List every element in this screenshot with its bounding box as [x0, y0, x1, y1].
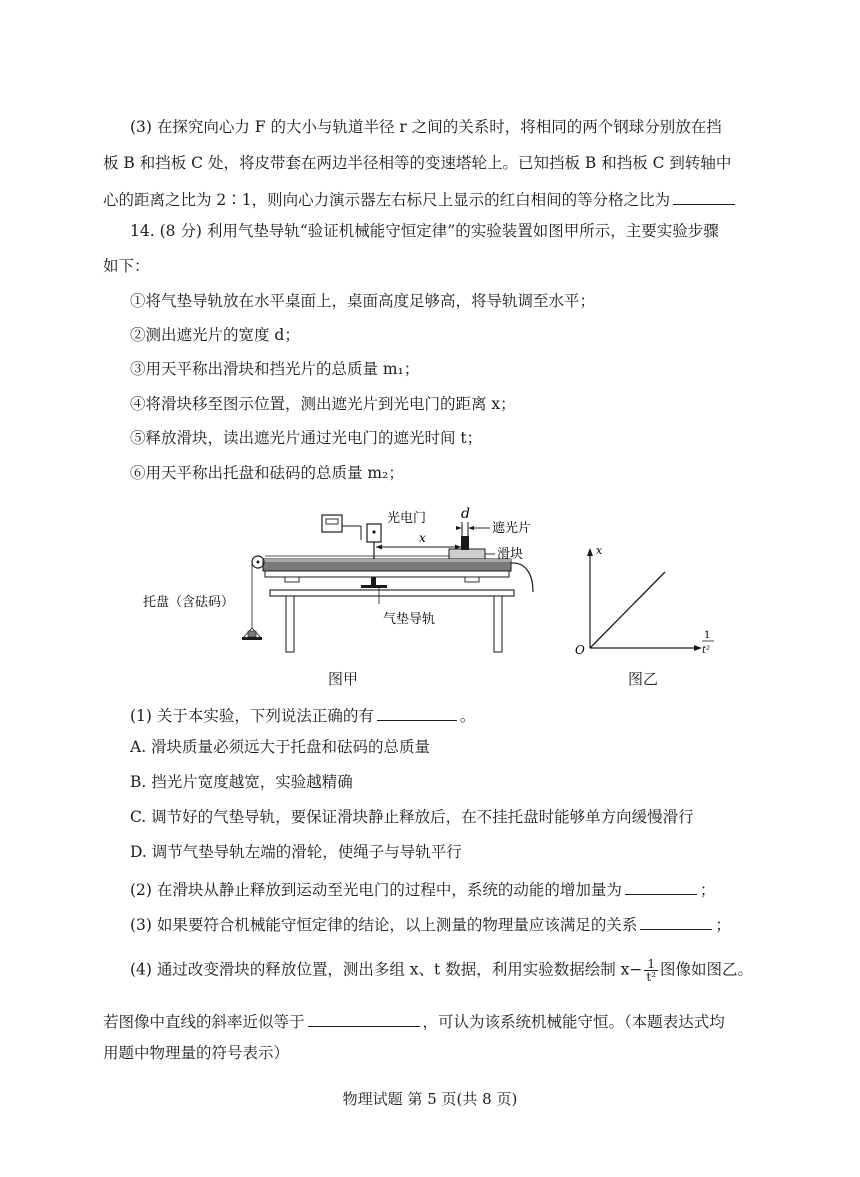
q14-part1-end: 。 — [459, 707, 476, 725]
q14-part3 — [130, 915, 731, 934]
graph-origin: O — [575, 643, 585, 657]
answer-blank[interactable] — [625, 880, 697, 895]
option-c: C. 调节好的气垫导轨，要保证滑块静止释放后，在不挂托盘时能够单方向缓慢滑行 — [130, 808, 694, 826]
q14-step-5: ⑤释放滑块，读出遮光片通过光电门的遮光时间 t； — [130, 429, 483, 447]
graph-line — [590, 572, 665, 648]
q14-step-4: ④将滑块移至图示位置，测出遮光片到光电门的距离 x； — [130, 395, 516, 413]
graph-x-arrow-icon — [694, 645, 702, 651]
label-d: d — [461, 506, 470, 522]
label-x: x — [419, 531, 426, 545]
fraction — [644, 958, 658, 983]
apparatus-drawing — [135, 500, 545, 665]
label-tray: 托盘（含砝码） — [143, 595, 235, 610]
q14-part1 — [130, 706, 475, 725]
graph-x-label-den: t² — [702, 645, 711, 656]
q14-part3-text: (3) 如果要符合机械能守恒定律的结论，以上测量的物理量应该满足的关系 — [130, 916, 638, 934]
label-photogate: 光电门 — [387, 511, 427, 526]
q14-part4-text-b: 图像如图乙。 — [660, 960, 754, 979]
q13-part3-line2: 板 B 和挡板 C 处，将皮带套在两边半径相等的变速塔轮上。已知挡板 B 和挡板 C 到转轴中 — [103, 154, 732, 172]
option-b: B. 挡光片宽度越宽，实验越精确 — [130, 773, 353, 791]
q14-part4-line2 — [103, 1012, 725, 1031]
fraction-num: 1 — [644, 958, 658, 971]
q13-part3-line1: (3) 在探究向心力 F 的大小与轨道半径 r 之间的关系时，将相同的两个钢球分别放在挡 — [130, 118, 722, 136]
q14-part2 — [130, 880, 715, 899]
label-slider: 滑块 — [497, 547, 524, 562]
answer-blank[interactable] — [673, 190, 735, 205]
q13-part3-line3-text: 心的距离之比为 2∶1，则向心力演示器左右标尺上显示的红白相间的等分格之比为 — [103, 191, 671, 209]
q14-part4-line2-b: ，可认为该系统机械能守恒。（本题表达式均 — [422, 1013, 725, 1031]
q14-header-line2: 如下： — [103, 257, 150, 275]
q14-part4-text-a: (4) 通过改变滑块的释放位置，测出多组 x、t 数据，利用实验数据绘制 x− — [130, 960, 643, 979]
q14-header-line1: 14. (8 分) 利用气垫导轨“验证机械能守恒定律”的实验装置如图甲所示，主要实验步骤 — [130, 222, 719, 240]
q14-part4-line3: 用题中物理量的符号表示） — [103, 1044, 290, 1062]
q14-step-2: ②测出遮光片的宽度 d； — [130, 326, 300, 344]
option-d: D. 调节气垫导轨左端的滑轮，使绳子与导轨平行 — [130, 843, 462, 861]
q14-part2-end: ； — [699, 881, 716, 899]
q14-part4-line2-a: 若图像中直线的斜率近似等于 — [103, 1013, 305, 1031]
q14-part3-end: ； — [715, 916, 731, 934]
label-track: 气垫导轨 — [383, 612, 436, 627]
graph-y-label: x — [596, 544, 603, 557]
answer-blank[interactable] — [640, 915, 712, 930]
q14-part4-line1 — [130, 958, 753, 983]
answer-blank[interactable] — [377, 706, 457, 721]
figure-graph — [570, 540, 730, 660]
q14-step-3: ③用天平称出滑块和挡光片的总质量 m₁； — [130, 360, 420, 378]
q14-part1-text: (1) 关于本实验，下列说法正确的有 — [130, 707, 374, 725]
q14-step-6: ⑥用天平称出托盘和砝码的总质量 m₂； — [130, 464, 404, 482]
option-a: A. 滑块质量必须远大于托盘和砝码的总质量 — [130, 738, 431, 756]
q14-part2-text: (2) 在滑块从静止释放到运动至光电门的过程中，系统的动能的增加量为 — [130, 881, 622, 899]
page-footer: 物理试题 第 5 页(共 8 页) — [342, 1090, 518, 1108]
graph-x-label-num: 1 — [704, 630, 711, 641]
label-shade: 遮光片 — [492, 521, 532, 536]
figure-a-caption: 图甲 — [328, 670, 359, 688]
graph-y-arrow-icon — [587, 548, 593, 556]
q13-part3-line3 — [103, 190, 738, 209]
q14-step-1: ①将气垫导轨放在水平桌面上，桌面高度足够高，将导轨调至水平； — [130, 292, 596, 310]
figure-b-caption: 图乙 — [628, 670, 659, 688]
answer-blank[interactable] — [308, 1012, 420, 1027]
fraction-den: t² — [646, 970, 657, 984]
